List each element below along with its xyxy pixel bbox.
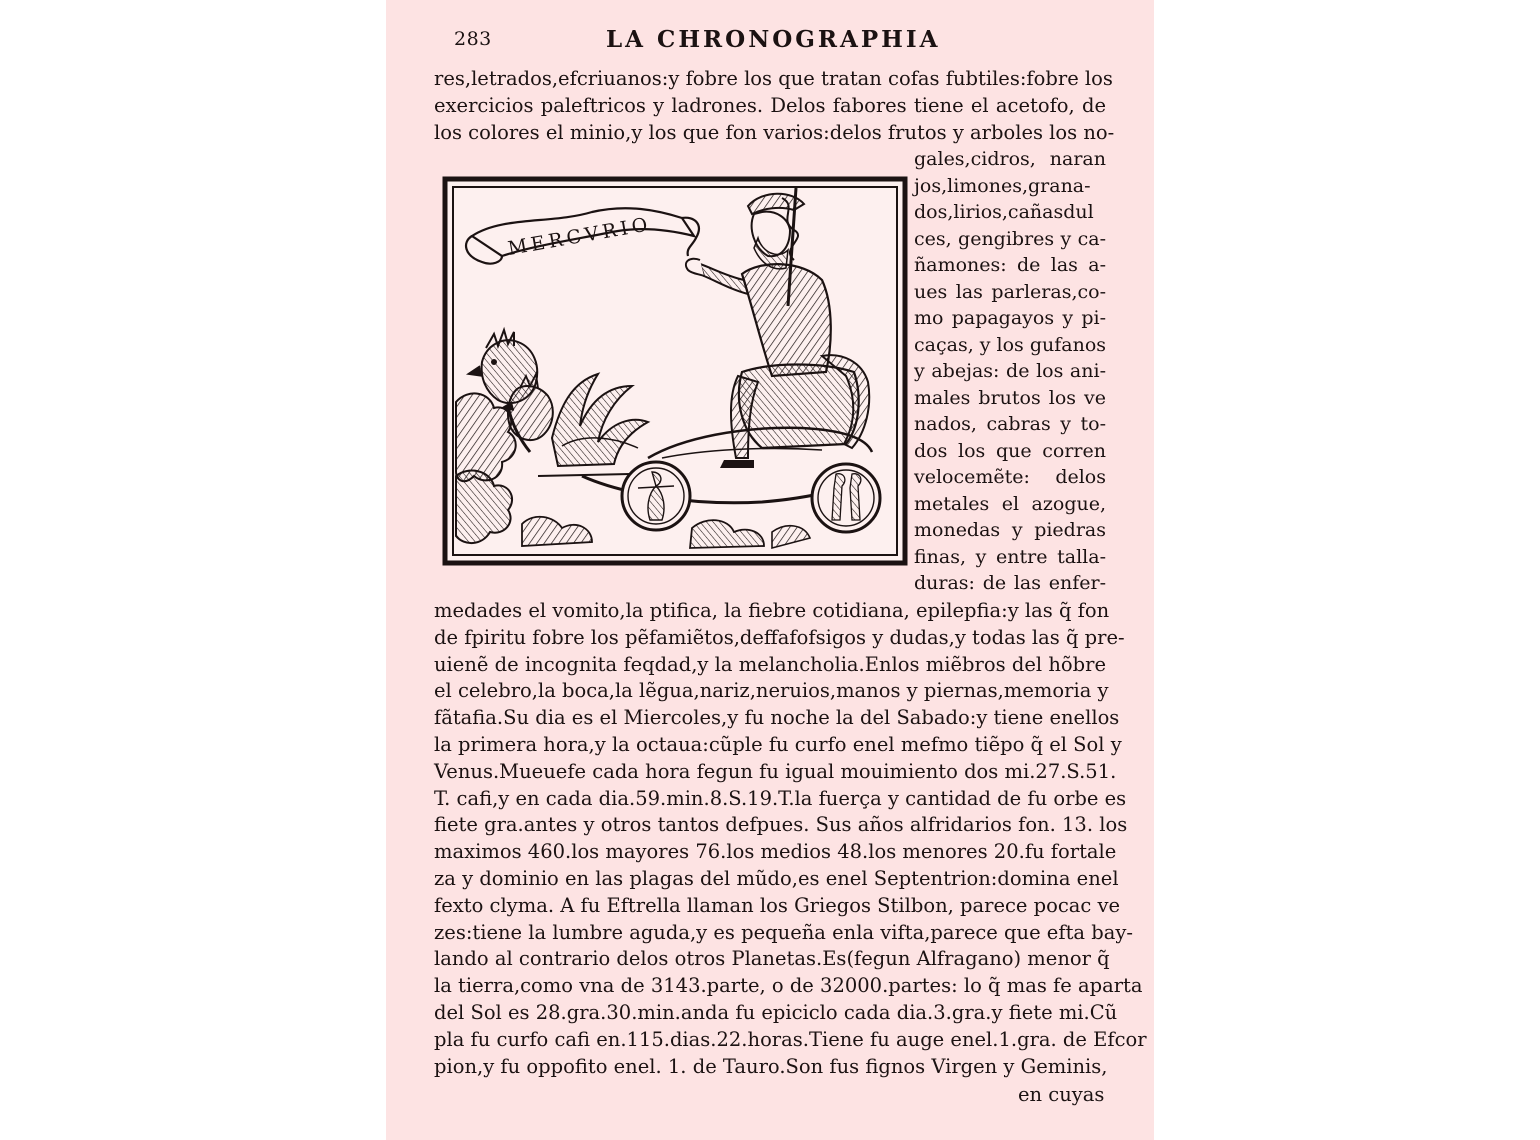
- side-text-line: mo papagayos y pi-: [914, 307, 1106, 329]
- side-text-line: caças, y los gufanos: [914, 333, 1107, 356]
- side-text-line: metales el azogue,: [914, 492, 1106, 515]
- side-text-line: velocemẽte: delos: [914, 466, 1106, 488]
- text-line: de fpiritu fobre los pẽfamiẽtos,deffafofsigos y dudas,y todas las q̃ pre-: [434, 625, 1125, 649]
- mercury-woodcut-illustration: [442, 176, 908, 566]
- catchword: en cuyas: [1018, 1083, 1105, 1106]
- text-line: la primera hora,y la octaua:cũple fu curfo enel mefmo tiẽpo q̃ el Sol y: [434, 733, 1122, 756]
- side-text-line: dos los que corren: [914, 439, 1106, 462]
- text-line: fãtafia.Su dia es el Miercoles,y fu noche la del Sabado:y tiene enellos: [434, 706, 1120, 730]
- side-text-line: monedas y piedras: [914, 519, 1106, 541]
- book-page: [386, 0, 1154, 1140]
- side-text-line: nados, cabras y to-: [914, 413, 1106, 435]
- text-line: pla fu curfo cafi en.115.dias.22.horas.Tiene fu auge enel.1.gra. de Efcor: [434, 1027, 1147, 1051]
- text-line: pion,y fu oppofito enel. 1. de Tauro.Son fus fignos Virgen y Geminis,: [434, 1054, 1108, 1078]
- side-text-line: ues las parleras,co-: [914, 280, 1106, 303]
- text-line: zes:tiene la lumbre aguda,y es pequeña enla vifta,parece que efta bay-: [434, 920, 1133, 944]
- side-text-line: ñamones: de las a-: [914, 254, 1106, 276]
- page-number: 283: [454, 28, 492, 50]
- text-line: lando al contrario delos otros Planetas.Es(fegun Alfragano) menor q̃: [434, 947, 1110, 971]
- text-line: exercicios paleftricos y ladrones. Delos fabores tiene el acetofo, de: [434, 94, 1106, 117]
- side-text-line: y abejas: de los ani-: [914, 360, 1106, 382]
- side-text-line: dos,lirios,cañasdul: [914, 201, 1094, 223]
- text-line: res,letrados,efcriuanos:y fobre los que tratan cofas fubtiles:fobre los: [434, 67, 1113, 90]
- text-line: Venus.Mueuefe cada hora fegun fu igual mouimiento dos mi.27.S.51.: [434, 759, 1117, 783]
- text-line: fiete gra.antes y otros tantos defpues. Sus años alfridarios fon. 13. los: [434, 813, 1128, 837]
- page-header: [386, 24, 1154, 58]
- text-line: za y dominio en las plagas del mũdo,es enel Septentrion:domina enel: [434, 867, 1119, 890]
- side-text-line: ces, gengibres y ca-: [914, 227, 1106, 250]
- side-text-line: gales,cidros, naran: [914, 148, 1106, 170]
- text-line: la tierra,como vna de 3143.parte, o de 32000.partes: lo q̃ mas fe aparta: [434, 974, 1143, 998]
- text-line: maximos 460.los mayores 76.los medios 48.los menores 20.fu fortale: [434, 840, 1117, 864]
- side-text-line: finas, y entre talla-: [914, 545, 1106, 568]
- text-line: los colores el minio,y los que fon varios:delos frutos y arboles los no-: [434, 121, 1115, 144]
- text-line: del Sol es 28.gra.30.min.anda fu epiciclo cada dia.3.gra.y fiete mi.Cũ: [434, 1001, 1118, 1024]
- text-line: medades el vomito,la ptifica, la fiebre cotidiana, epilepfia:y las q̃ fon: [434, 599, 1110, 622]
- side-text-line: duras: de las enfer-: [914, 572, 1106, 594]
- side-text-line: males brutos los ve: [914, 386, 1106, 409]
- running-title: LA CHRONOGRAPHIA: [606, 26, 941, 53]
- banner-text: MERCVRIO: [506, 213, 654, 260]
- text-line: el celebro,la boca,la lẽgua,nariz,neruios,manos y piernas,memoria y: [434, 679, 1109, 703]
- side-text-line: jos,limones,grana-: [914, 174, 1091, 197]
- text-line: fexto clyma. A fu Eftrella llaman los Griegos Stilbon, parece pocac ve: [434, 893, 1121, 917]
- text-line: uienẽ de incognita feqdad,y la melancholia.Enlos miẽbros del hõbre: [434, 652, 1106, 676]
- text-line: T. cafi,y en cada dia.59.min.8.S.19.T.la fuerça y cantidad de fu orbe es: [434, 786, 1127, 810]
